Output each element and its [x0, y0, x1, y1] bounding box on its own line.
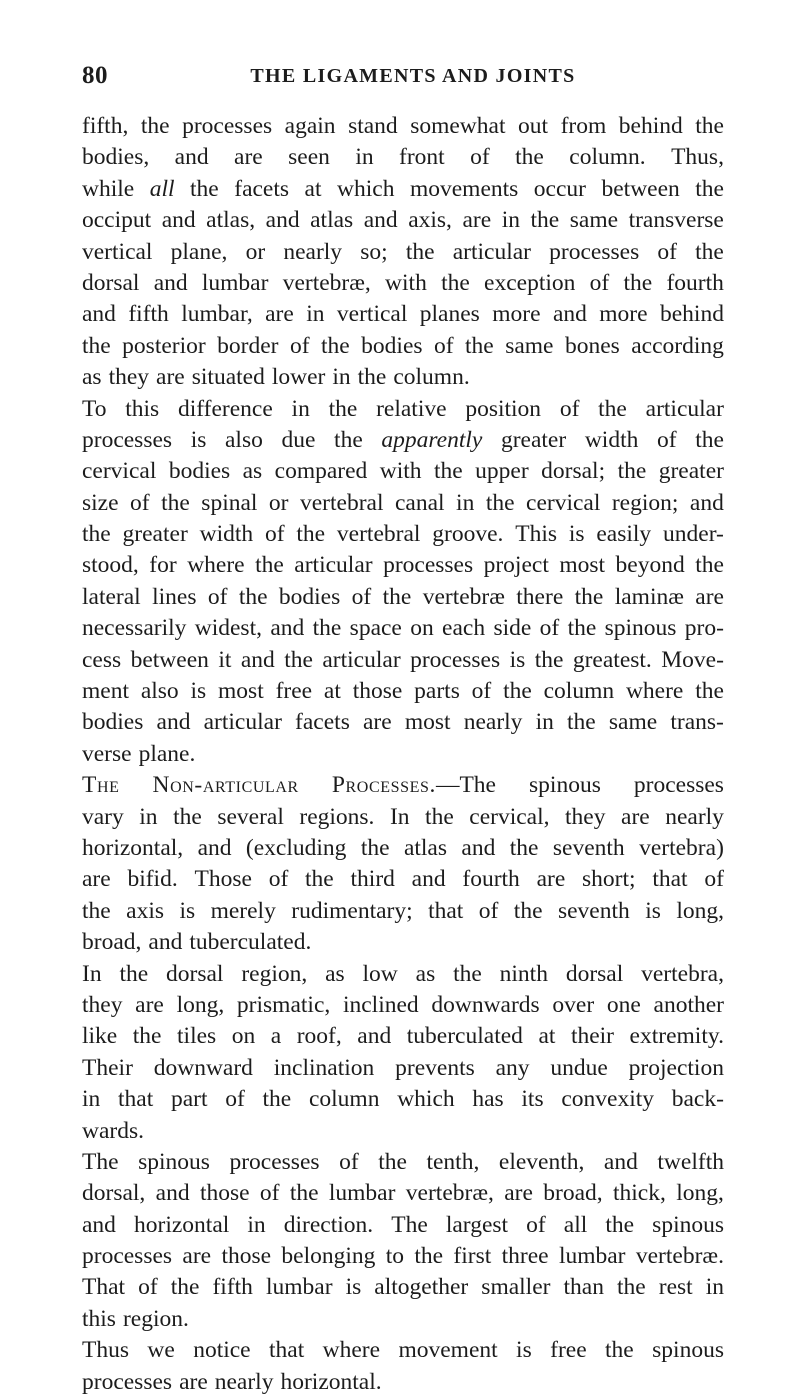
- text-line: Their downward inclination prevents any undue projection: [82, 1054, 724, 1081]
- text-line: Thus we notice that where movement is free the spinous: [82, 1337, 724, 1364]
- text-line: cervical bodies as compared with the upper dorsal; the greater: [82, 458, 724, 485]
- text-line: size of the spinal or vertebral canal in the cervical region; and: [82, 489, 724, 516]
- text-line: wards.: [82, 1117, 144, 1144]
- text-line: vary in the several regions. In the cervical, they are nearly: [82, 803, 724, 830]
- page-number: 80: [82, 62, 108, 89]
- text-line: the axis is merely rudimentary; that of the seventh is long,: [82, 897, 724, 924]
- text-line: as they are situated lower in the column.: [82, 364, 470, 391]
- text-line: processes are nearly horizontal.: [82, 1368, 382, 1395]
- running-head: [82, 62, 722, 92]
- text-line: they are long, prismatic, inclined downwards over one another: [82, 991, 724, 1018]
- text-line: vertical plane, or nearly so; the articular processes of the: [82, 238, 724, 265]
- text-line: That of the fifth lumbar is altogether smaller than the rest in: [82, 1274, 724, 1301]
- text-line: necessarily widest, and the space on each side of the spinous pro-: [82, 615, 724, 642]
- text-line: bodies, and are seen in front of the column. Thus,: [82, 144, 724, 171]
- text-line: while all the facets at which movements occur between the: [82, 175, 724, 202]
- text-line: ment also is most free at those parts of the column where the: [82, 678, 724, 705]
- text-line: are bifid. Those of the third and fourth are short; that of: [82, 866, 724, 893]
- text-line: and fifth lumbar, are in vertical planes more and more behind: [82, 301, 724, 328]
- text-line: lateral lines of the bodies of the vertebræ there the laminæ are: [82, 583, 724, 610]
- text-line: To this difference in the relative position of the articular: [82, 395, 724, 422]
- text-line: in that part of the column which has its convexity back-: [82, 1086, 724, 1113]
- text-line: dorsal, and those of the lumbar vertebræ, are broad, thick, long,: [82, 1180, 724, 1207]
- text-line: bodies and articular facets are most nearly in the same trans-: [82, 709, 724, 736]
- text-line: this region.: [82, 1305, 189, 1332]
- body-text: [82, 111, 724, 1398]
- text-line: verse plane.: [82, 740, 196, 767]
- running-title: THE LIGAMENTS AND JOINTS: [250, 65, 576, 87]
- text-line: horizontal, and (excluding the atlas and the seventh vertebra): [82, 834, 724, 861]
- text-line: occiput and atlas, and atlas and axis, are in the same transverse: [82, 207, 724, 234]
- text-line: processes are those belonging to the first three lumbar vertebræ.: [82, 1243, 724, 1270]
- text-line: The spinous processes of the tenth, eleventh, and twelfth: [82, 1148, 724, 1175]
- text-line: the posterior border of the bodies of the same bones according: [82, 332, 724, 359]
- text-line: and horizontal in direction. The largest of all the spinous: [82, 1211, 724, 1238]
- text-line: broad, and tuberculated.: [82, 929, 312, 956]
- text-line: the greater width of the vertebral groove. This is easily under-: [82, 521, 724, 548]
- text-line: cess between it and the articular processes is the greatest. Move-: [82, 646, 724, 673]
- text-line: fifth, the processes again stand somewhat out from behind the: [82, 113, 724, 139]
- text-line: The Non-articular Processes.—The spinous processes: [82, 772, 724, 799]
- text-line: like the tiles on a roof, and tuberculated at their extremity.: [82, 1023, 724, 1050]
- text-line: In the dorsal region, as low as the ninth dorsal vertebra,: [82, 960, 724, 987]
- text-line: stood, for where the articular processes project most beyond the: [82, 552, 724, 579]
- text-line: processes is also due the apparently greater width of the: [82, 426, 724, 453]
- text-line: dorsal and lumbar vertebræ, with the exception of the fourth: [82, 269, 724, 296]
